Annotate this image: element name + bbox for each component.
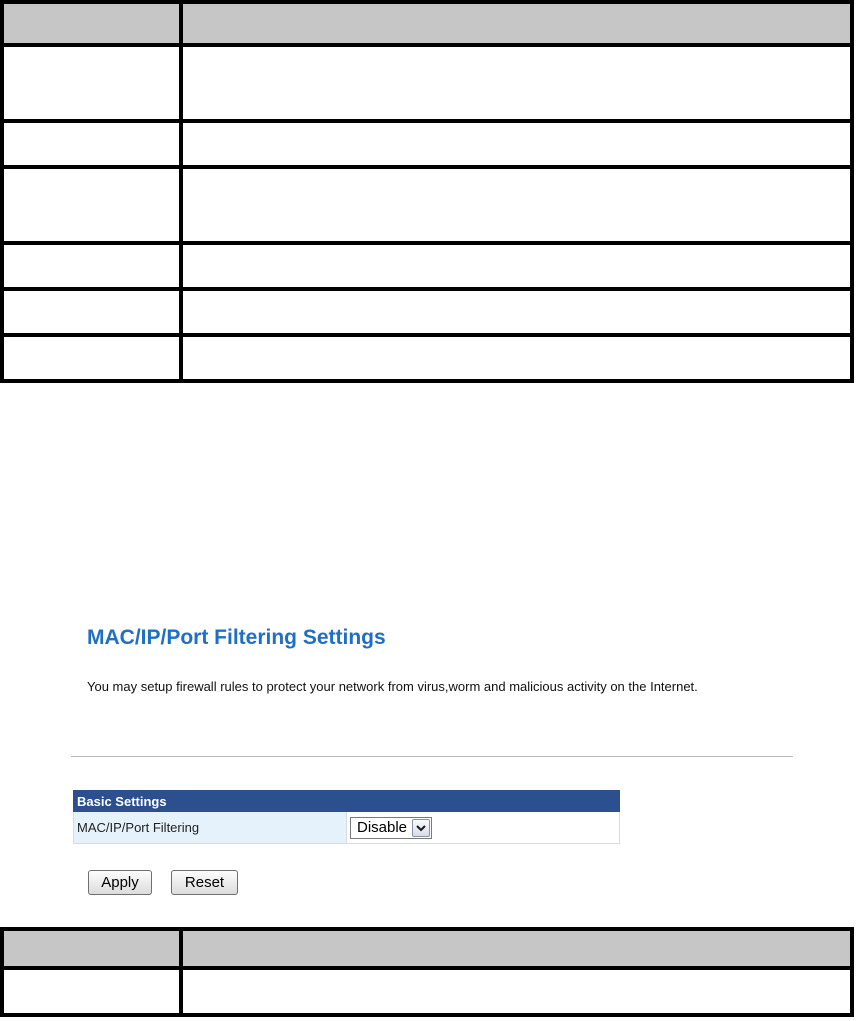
doc-table-cell bbox=[181, 167, 852, 243]
doc-table-row bbox=[2, 289, 852, 335]
reset-button[interactable]: Reset bbox=[171, 870, 238, 895]
doc-table-cell bbox=[181, 243, 852, 289]
doc-table-row bbox=[2, 243, 852, 289]
doc-table-header-row bbox=[2, 2, 852, 45]
basic-settings-header-row bbox=[74, 791, 620, 812]
doc-table-header-cell bbox=[2, 929, 181, 968]
doc-table-cell bbox=[181, 121, 852, 167]
doc-table-top bbox=[0, 0, 854, 383]
doc-table-cell bbox=[2, 289, 181, 335]
doc-table-header-cell bbox=[181, 929, 852, 968]
doc-table-row bbox=[2, 45, 852, 121]
doc-table-row bbox=[2, 121, 852, 167]
doc-table-row bbox=[2, 968, 852, 1015]
doc-table-cell bbox=[181, 289, 852, 335]
doc-table-cell bbox=[181, 45, 852, 121]
doc-table-header-row bbox=[2, 929, 852, 968]
doc-table-cell bbox=[181, 968, 852, 1015]
basic-settings-header: Basic Settings bbox=[74, 791, 620, 812]
doc-table-header-cell bbox=[2, 2, 181, 45]
doc-table-cell bbox=[2, 121, 181, 167]
basic-settings-table bbox=[73, 790, 620, 844]
section-divider bbox=[71, 756, 793, 757]
filtering-select[interactable] bbox=[350, 817, 432, 839]
doc-table-cell bbox=[2, 243, 181, 289]
filtering-label: MAC/IP/Port Filtering bbox=[74, 812, 347, 844]
doc-table-cell bbox=[2, 968, 181, 1015]
apply-button[interactable]: Apply bbox=[88, 870, 152, 895]
filtering-select-value: Disable bbox=[357, 819, 408, 836]
chevron-down-icon[interactable] bbox=[412, 819, 430, 837]
doc-table-header-cell bbox=[181, 2, 852, 45]
filtering-row bbox=[74, 812, 620, 844]
doc-table-cell bbox=[2, 167, 181, 243]
page-description: You may setup firewall rules to protect your network from virus,worm and malicious activity on the Internet. bbox=[87, 679, 698, 694]
doc-table-cell bbox=[181, 335, 852, 381]
doc-table-row bbox=[2, 167, 852, 243]
filtering-value-cell bbox=[347, 812, 620, 844]
doc-table-cell bbox=[2, 335, 181, 381]
doc-table-row bbox=[2, 335, 852, 381]
doc-table-bottom bbox=[0, 927, 854, 1017]
page-title: MAC/IP/Port Filtering Settings bbox=[87, 626, 386, 649]
doc-table-cell bbox=[2, 45, 181, 121]
